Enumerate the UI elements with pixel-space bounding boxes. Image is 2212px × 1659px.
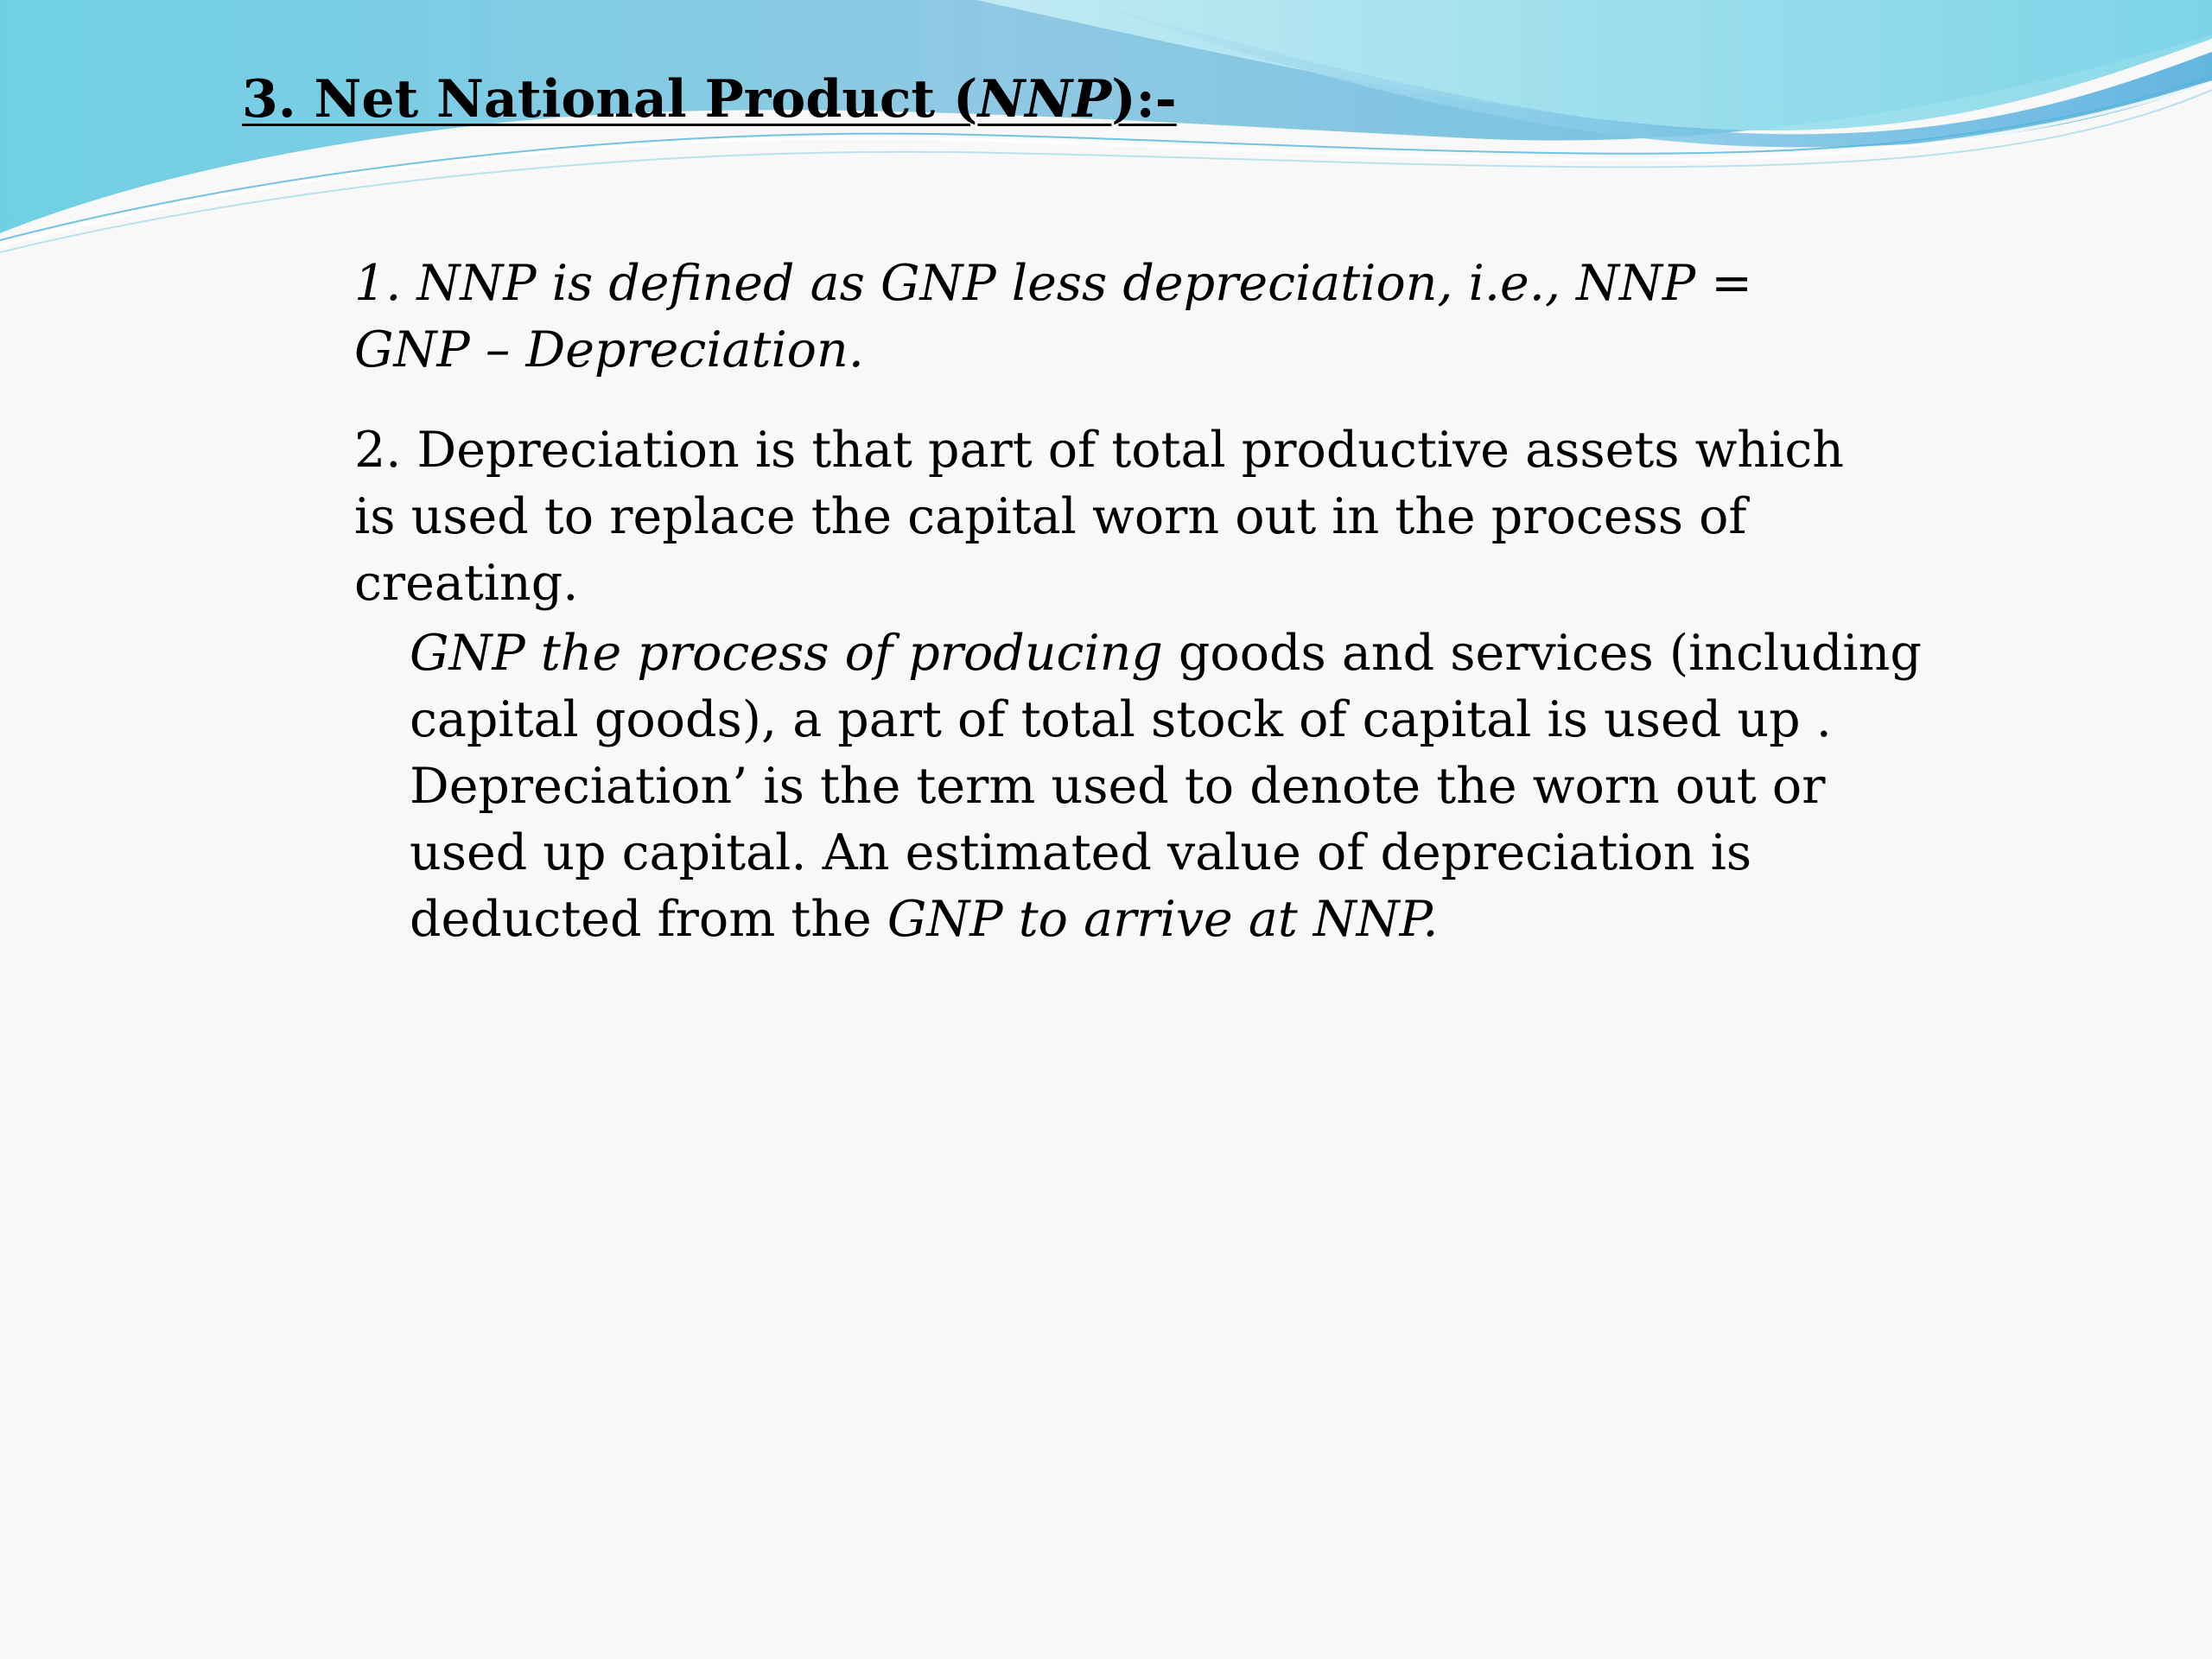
point-1-definition: 1. NNP is defined as GNP less depreciation, i.e., NNP = GNP – Depreciation. (354, 255, 1753, 378)
title-suffix: ):- (1111, 69, 1177, 130)
point-3-body: goods and services (including capital goods), a part of total stock of capital is used up . Depreciation’ is the term used to denote the worn out or used up capital. An estimated value of depreciation is deducted from the (410, 625, 1922, 948)
point-2-depreciation: 2. Depreciation is that part of total productive assets which is used to replace the capital worn out in the process of creating. (354, 422, 1844, 612)
title-prefix: 3. Net National Product ( (242, 69, 978, 130)
point-3-lead: GNP the process of producing (410, 625, 1163, 682)
title-abbreviation: NNP (977, 69, 1112, 130)
point-3-tail: GNP to arrive at NNP. (887, 891, 1439, 948)
point-3-explanation (410, 620, 1948, 953)
slide-title (242, 67, 1177, 131)
